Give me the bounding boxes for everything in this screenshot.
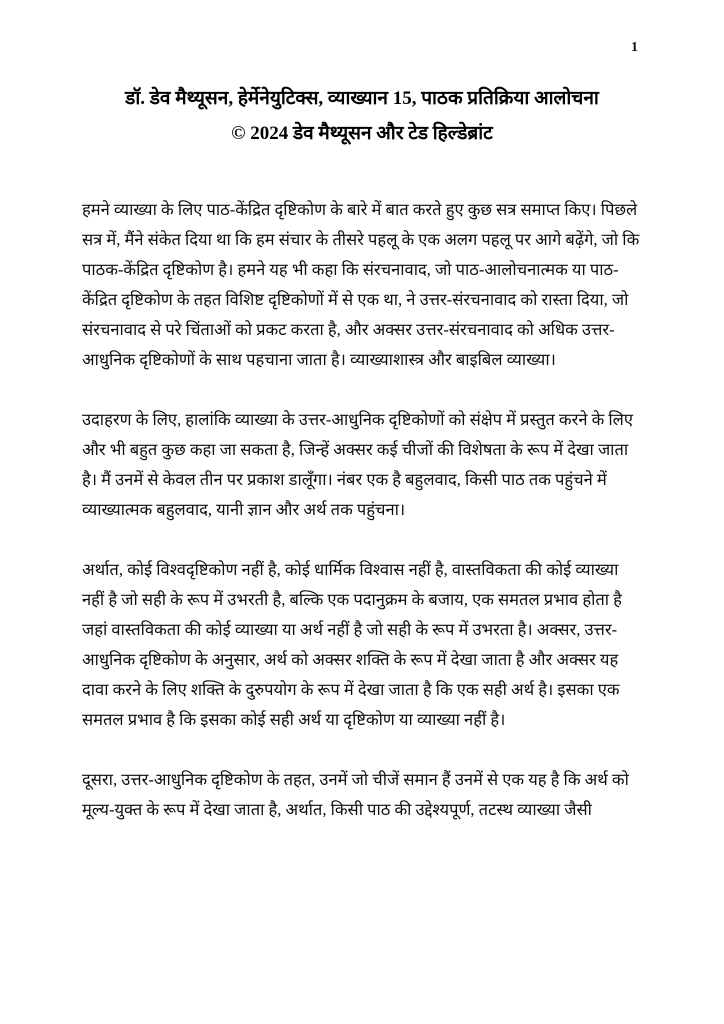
copyright-line: © 2024 डेव मैथ्यूसन और टेड हिल्डेब्रांट [231, 123, 493, 145]
paragraph-3: अर्थात, कोई विश्वदृष्टिकोण नहीं है, कोई धार्मिक विश्वास नहीं है, वास्तविकता की कोई व्याख्या नहीं है जो सही के रूप में उभरती है, बल्कि एक पदानुक्रम के बजाय, एक समतल प्रभाव होता है जहां वास्तविकता की कोई व्याख्या या अर्थ नहीं है जो सही के रूप में उभरता है। अक्सर, उत्तर-आधुनिक दृष्टिकोण के अनुसार, अर्थ को अक्सर शक्ति के रूप में देखा जाता है और अक्सर यह दावा करने के लिए शक्ति के दुरुपयोग के रूप में देखा जाता है कि एक सही अर्थ है। इसका एक समतल प्रभाव है कि इसका कोई सही अर्थ या दृष्टिकोण या व्याख्या नहीं है। [82, 559, 622, 729]
page-number: 1 [631, 40, 638, 55]
paragraph-1: हमने व्याख्या के लिए पाठ-केंद्रित दृष्टिकोण के बारे में बात करते हुए कुछ सत्र समाप्त किए। पिछले सत्र में, मैंने संकेत दिया था कि हम संचार के तीसरे पहलू के एक अलग पहलू पर आगे बढ़ेंगे, जो कि पाठक-केंद्रित दृष्टिकोण है। हमने यह भी कहा कि संरचनावाद, जो पाठ-आलोचनात्मक या पाठ-केंद्रित दृष्टिकोण के तहत विशिष्ट दृष्टिकोणों में से एक था, ने उत्तर-संरचनावाद को रास्ता दिया, जो संरचनावाद से परे चिंताओं को प्रकट करता है, और अक्सर उत्तर-संरचनावाद को अधिक उत्तर-आधुनिक दृष्टिकोणों के साथ पहचाना जाता है। व्याख्याशास्त्र और बाइबिल व्याख्या। [82, 199, 640, 369]
document-title: डॉ. डेव मैथ्यूसन, हेर्मेनेयुटिक्स, व्याख्यान 15, पाठक प्रतिक्रिया आलोचना [125, 88, 599, 109]
paragraph-2: उदाहरण के लिए, हालांकि व्याख्या के उत्तर-आधुनिक दृष्टिकोणों को संक्षेप में प्रस्तुत करने के लिए और भी बहुत कुछ कहा जा सकता है, जिन्हें अक्सर कई चीजों की विशेषता के रूप में देखा जाता है। मैं उनमें से केवल तीन पर प्रकाश डालूँगा। नंबर एक है बहुलवाद, किसी पाठ तक पहुंचने में व्याख्यात्मक बहुलवाद, यानी ज्ञान और अर्थ तक पहुंचना। [82, 409, 633, 519]
title-block [82, 82, 642, 151]
paragraph-4: दूसरा, उत्तर-आधुनिक दृष्टिकोण के तहत, उनमें जो चीजें समान हैं उनमें से एक यह है कि अर्थ को मूल्य-युक्त के रूप में देखा जाता है, अर्थात, किसी पाठ की उद्देश्यपूर्ण, तटस्थ व्याख्या जैसी [82, 769, 629, 819]
document-body [82, 195, 642, 825]
